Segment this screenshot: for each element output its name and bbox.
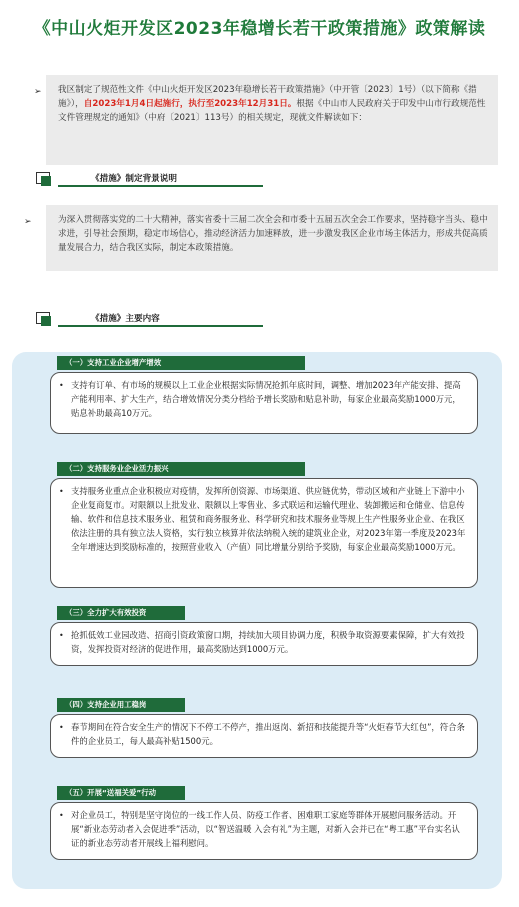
- background-paragraph: [24, 205, 498, 271]
- item-tag-2: （二）支持服务业企业活力振兴: [57, 462, 305, 476]
- item-text-3: 抢抓低效工业园改造、招商引资政策窗口期，持续加大项目协调力度，积极争取资源要素保障，扩大有效投资，发挥投资对经济的促进作用，最高奖励达到1000万元。: [71, 630, 465, 654]
- background-text: 为深入贯彻落实党的二十大精神，落实省委十三届二次全会和市委十五届五次全会工作要求，坚持稳字当头、稳中求进，引导社会预期，稳定市场信心，推动经济活力加速释放，进一步激发我区企业市场主体活力，形成共促高质量发展合力，结合我区实际，制定本政策措施。: [58, 215, 488, 253]
- intro-text-b: 根据《中山市人民政府关于印发中山市行政规范性文件管理规定的通知》（中府〔2021〕113号）的相关规定，现就文件解读如下：: [58, 99, 486, 123]
- item-text-2: 支持服务业重点企业积极应对疫情，发挥所创资源、市场渠道、供应链优势，带动区域和产业链上下游中小企业复商复市。对限额以上批发业、限额以上零售业、多式联运和运输代理业、装卸搬运和仓储业、信息传输、软件和信息技术服务业、租赁和商务服务业、科学研究和技术服务业等规上生产性服务业企业、在我区依法注册的具有独立法人资格，实行独立核算并依法纳税入统的建筑业企业，对2023年第一季度及2023年全年增速达到奖励标准的，按照营业收入（产值）同比增量分别给予奖励，每家企业最高奖励1000万元。: [71, 486, 466, 552]
- item-box-1: [50, 372, 478, 434]
- bullet-dot-icon: •: [59, 631, 64, 640]
- item-box-4: [50, 714, 478, 758]
- section-label-background: 《措施》制定背景说明: [91, 174, 177, 184]
- item-tag-1: （一）支持工业企业增产增效: [57, 356, 305, 370]
- bullet-dot-icon: •: [59, 381, 64, 390]
- item-tag-3: （三）全力扩大有效投资: [57, 606, 185, 620]
- bullet-dot-icon: •: [59, 487, 64, 496]
- item-text-1: 支持有订单、有市场的规模以上工业企业根据实际情况抢抓年底时间，调整、增加2023年产能安排、提高产能利用率、扩大生产，结合增效情况分类分档给予增长奖励和贴息补助，每家企业最高奖励1000万元，贴息补助最高10万元。: [71, 380, 461, 418]
- item-tag-4: （四）支持企业用工稳岗: [57, 698, 185, 712]
- arrow-bullet-icon: ➢: [34, 87, 42, 97]
- section-header-content: [36, 312, 236, 328]
- intro-text-a: 我区制定了规范性文件《中山火炬开发区2023年稳增长若干政策措施》（中开管〔2023〕1号）（以下简称《措施》），: [58, 85, 477, 109]
- section-label-content: 《措施》主要内容: [91, 314, 160, 324]
- section-underline: [58, 325, 263, 327]
- item-box-3: [50, 622, 478, 666]
- item-box-5: [50, 802, 478, 860]
- bullet-dot-icon: •: [59, 723, 64, 732]
- item-text-4: 春节期间在符合安全生产的情况下不停工不停产，推出返岗、新招和技能提升等“火炬春节大红包”，符合条件的企业员工，每人最高补贴1500元。: [71, 722, 465, 746]
- item-box-2: [50, 478, 478, 588]
- intro-paragraph: [34, 75, 498, 165]
- item-tag-5: （五）开展“送福关爱”行动: [57, 786, 185, 800]
- page-title: 《中山火炬开发区2023年稳增长若干政策措施》政策解读: [33, 19, 486, 39]
- item-text-5: 对企业员工，特别是坚守岗位的一线工作人员、防疫工作者、困难职工家庭等群体开展慰问服务活动。开展“新业态劳动者入会促进季”活动，以“智送温暖 入会有礼”为主题，对新入会并已在“粤工惠”平台实名认证的新业态劳动者开展线上福利慰问。: [71, 810, 460, 848]
- section-square-fill-icon: [41, 316, 51, 326]
- intro-effective-dates: 自2023年1月4日起施行，执行至2023年12月31日。: [83, 99, 297, 109]
- arrow-bullet-icon: ➢: [24, 217, 32, 227]
- bullet-dot-icon: •: [59, 811, 64, 820]
- section-underline: [58, 185, 263, 187]
- section-square-fill-icon: [41, 176, 51, 186]
- section-header-background: [36, 172, 236, 188]
